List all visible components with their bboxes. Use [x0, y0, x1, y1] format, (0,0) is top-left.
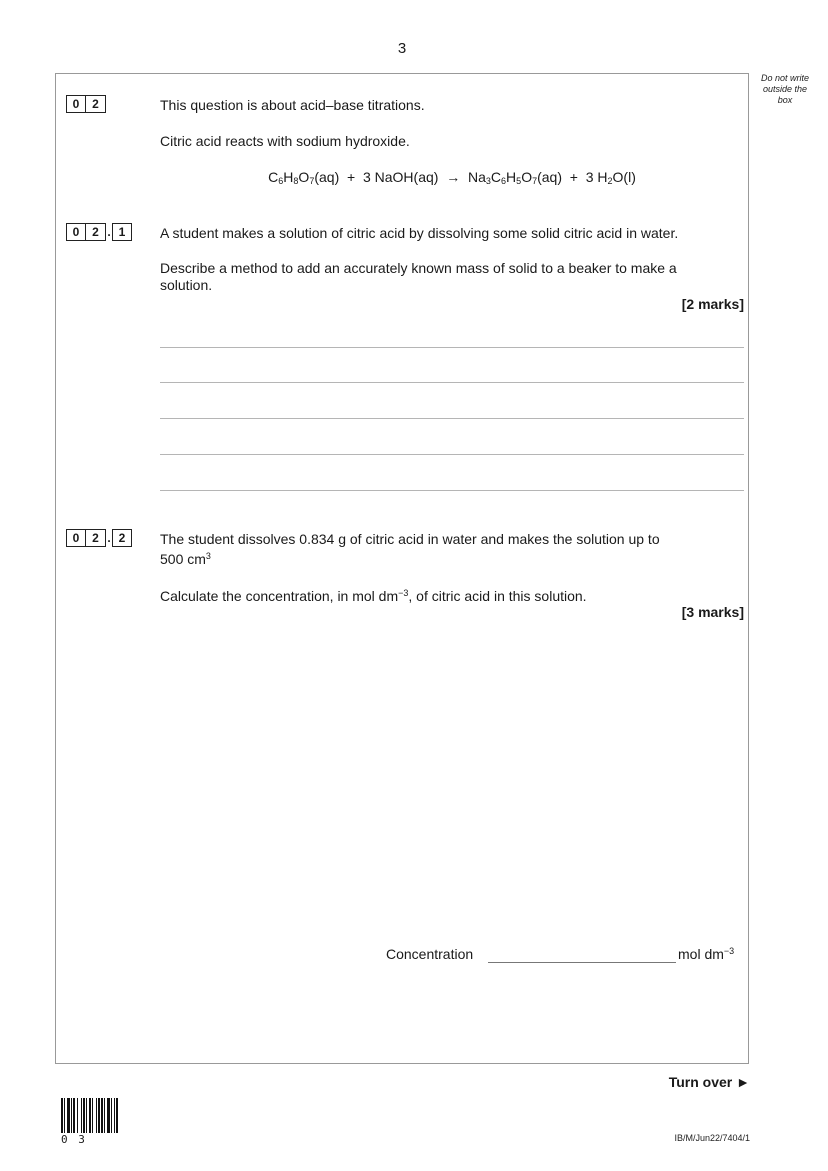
equation-subscript: 8 — [293, 176, 299, 186]
equation-text: O — [521, 169, 533, 185]
task-text: , of citric acid in this solution. — [408, 588, 587, 604]
concentration-unit — [678, 946, 734, 962]
equation-text: O(l) — [612, 169, 636, 185]
barcode-label: 0 3 — [61, 1133, 87, 1146]
question-text-volume — [160, 548, 211, 568]
question-text: The student dissolves 0.834 g of citric acid in water and makes the solution up to — [160, 531, 660, 547]
question-context: Citric acid reacts with sodium hydroxide. — [160, 133, 410, 149]
question-digit: 0 — [66, 223, 86, 241]
answer-line[interactable] — [160, 418, 744, 419]
equation-text: C — [268, 169, 279, 185]
page-number: 3 — [397, 40, 407, 57]
question-number-02 — [66, 95, 106, 113]
barcode-bar — [104, 1098, 105, 1133]
question-separator: . — [107, 225, 111, 239]
margin-note-line: outside the — [762, 84, 808, 94]
barcode-bar — [77, 1098, 78, 1133]
unit-text: mol dm — [678, 946, 724, 962]
question-task: Describe a method to add an accurately known mass of solid to a beaker to make a solution. — [160, 260, 677, 293]
barcode-bar — [111, 1098, 112, 1133]
question-separator: . — [107, 531, 111, 545]
barcode — [61, 1098, 139, 1133]
margin-note-line: Do not write — [760, 73, 810, 83]
barcode-bar — [89, 1098, 91, 1133]
equation-subscript: 5 — [516, 176, 522, 186]
question-task — [160, 585, 744, 605]
barcode-bar — [114, 1098, 115, 1133]
equation-text: H — [506, 169, 517, 185]
equation-text: O — [298, 169, 310, 185]
equation-text: H — [283, 169, 294, 185]
equation-subscript: 6 — [501, 176, 507, 186]
equation-subscript: 7 — [309, 176, 315, 186]
equation-subscript: 2 — [607, 176, 613, 186]
barcode-bar — [83, 1098, 85, 1133]
equation-subscript: 7 — [532, 176, 538, 186]
question-digit: 2 — [86, 529, 106, 547]
answer-line[interactable] — [160, 382, 744, 383]
margin-note — [752, 73, 818, 106]
question-number-02-2 — [66, 529, 132, 547]
task-text: Calculate the concentration, in mol dm — [160, 588, 399, 604]
equation-text: (aq) + 3 NaOH(aq) → Na — [314, 169, 486, 185]
question-number-02-1 — [66, 223, 132, 241]
barcode-bar — [107, 1098, 110, 1133]
equation-subscript: 3 — [485, 176, 491, 186]
barcode-bar — [71, 1098, 72, 1133]
barcode-bar — [116, 1098, 118, 1133]
margin-note-line: box — [777, 95, 793, 105]
question-digit: 2 — [86, 95, 106, 113]
barcode-bar — [64, 1098, 65, 1133]
answer-line[interactable] — [160, 454, 744, 455]
barcode-bar — [73, 1098, 75, 1133]
marks-label: [2 marks] — [681, 296, 744, 312]
question-digit: 2 — [86, 223, 106, 241]
equation-text: C — [490, 169, 502, 185]
question-digit: 2 — [112, 529, 132, 547]
barcode-bar — [86, 1098, 87, 1133]
marks-label: [3 marks] — [681, 604, 744, 620]
chemical-equation — [160, 169, 744, 186]
question-digit: 0 — [66, 529, 86, 547]
question-digit: 0 — [66, 95, 86, 113]
paper-code: IB/M/Jun22/7404/1 — [674, 1133, 750, 1143]
unit-superscript: −3 — [723, 946, 735, 956]
answer-frame — [55, 73, 749, 1064]
question-text: A student makes a solution of citric acid by dissolving some solid citric acid in water. — [160, 225, 679, 241]
answer-line[interactable] — [160, 347, 744, 348]
barcode-bar — [67, 1098, 70, 1133]
barcode-bar — [96, 1098, 97, 1133]
concentration-label: Concentration — [386, 946, 474, 962]
equation-subscript: 6 — [278, 176, 284, 186]
barcode-bar — [98, 1098, 100, 1133]
answer-line[interactable] — [160, 490, 744, 491]
concentration-answer-line[interactable] — [488, 962, 676, 963]
barcode-bar — [101, 1098, 103, 1133]
equation-text: (aq) + 3 H — [537, 169, 608, 185]
barcode-bar — [92, 1098, 93, 1133]
volume-superscript: 3 — [205, 551, 211, 561]
volume-text: 500 cm — [160, 551, 206, 567]
barcode-bar — [61, 1098, 63, 1133]
question-digit: 1 — [112, 223, 132, 241]
task-superscript: −3 — [398, 588, 409, 598]
turn-over-label: Turn over ► — [668, 1074, 750, 1090]
barcode-bar — [81, 1098, 82, 1133]
question-intro: This question is about acid–base titrations. — [160, 97, 425, 113]
